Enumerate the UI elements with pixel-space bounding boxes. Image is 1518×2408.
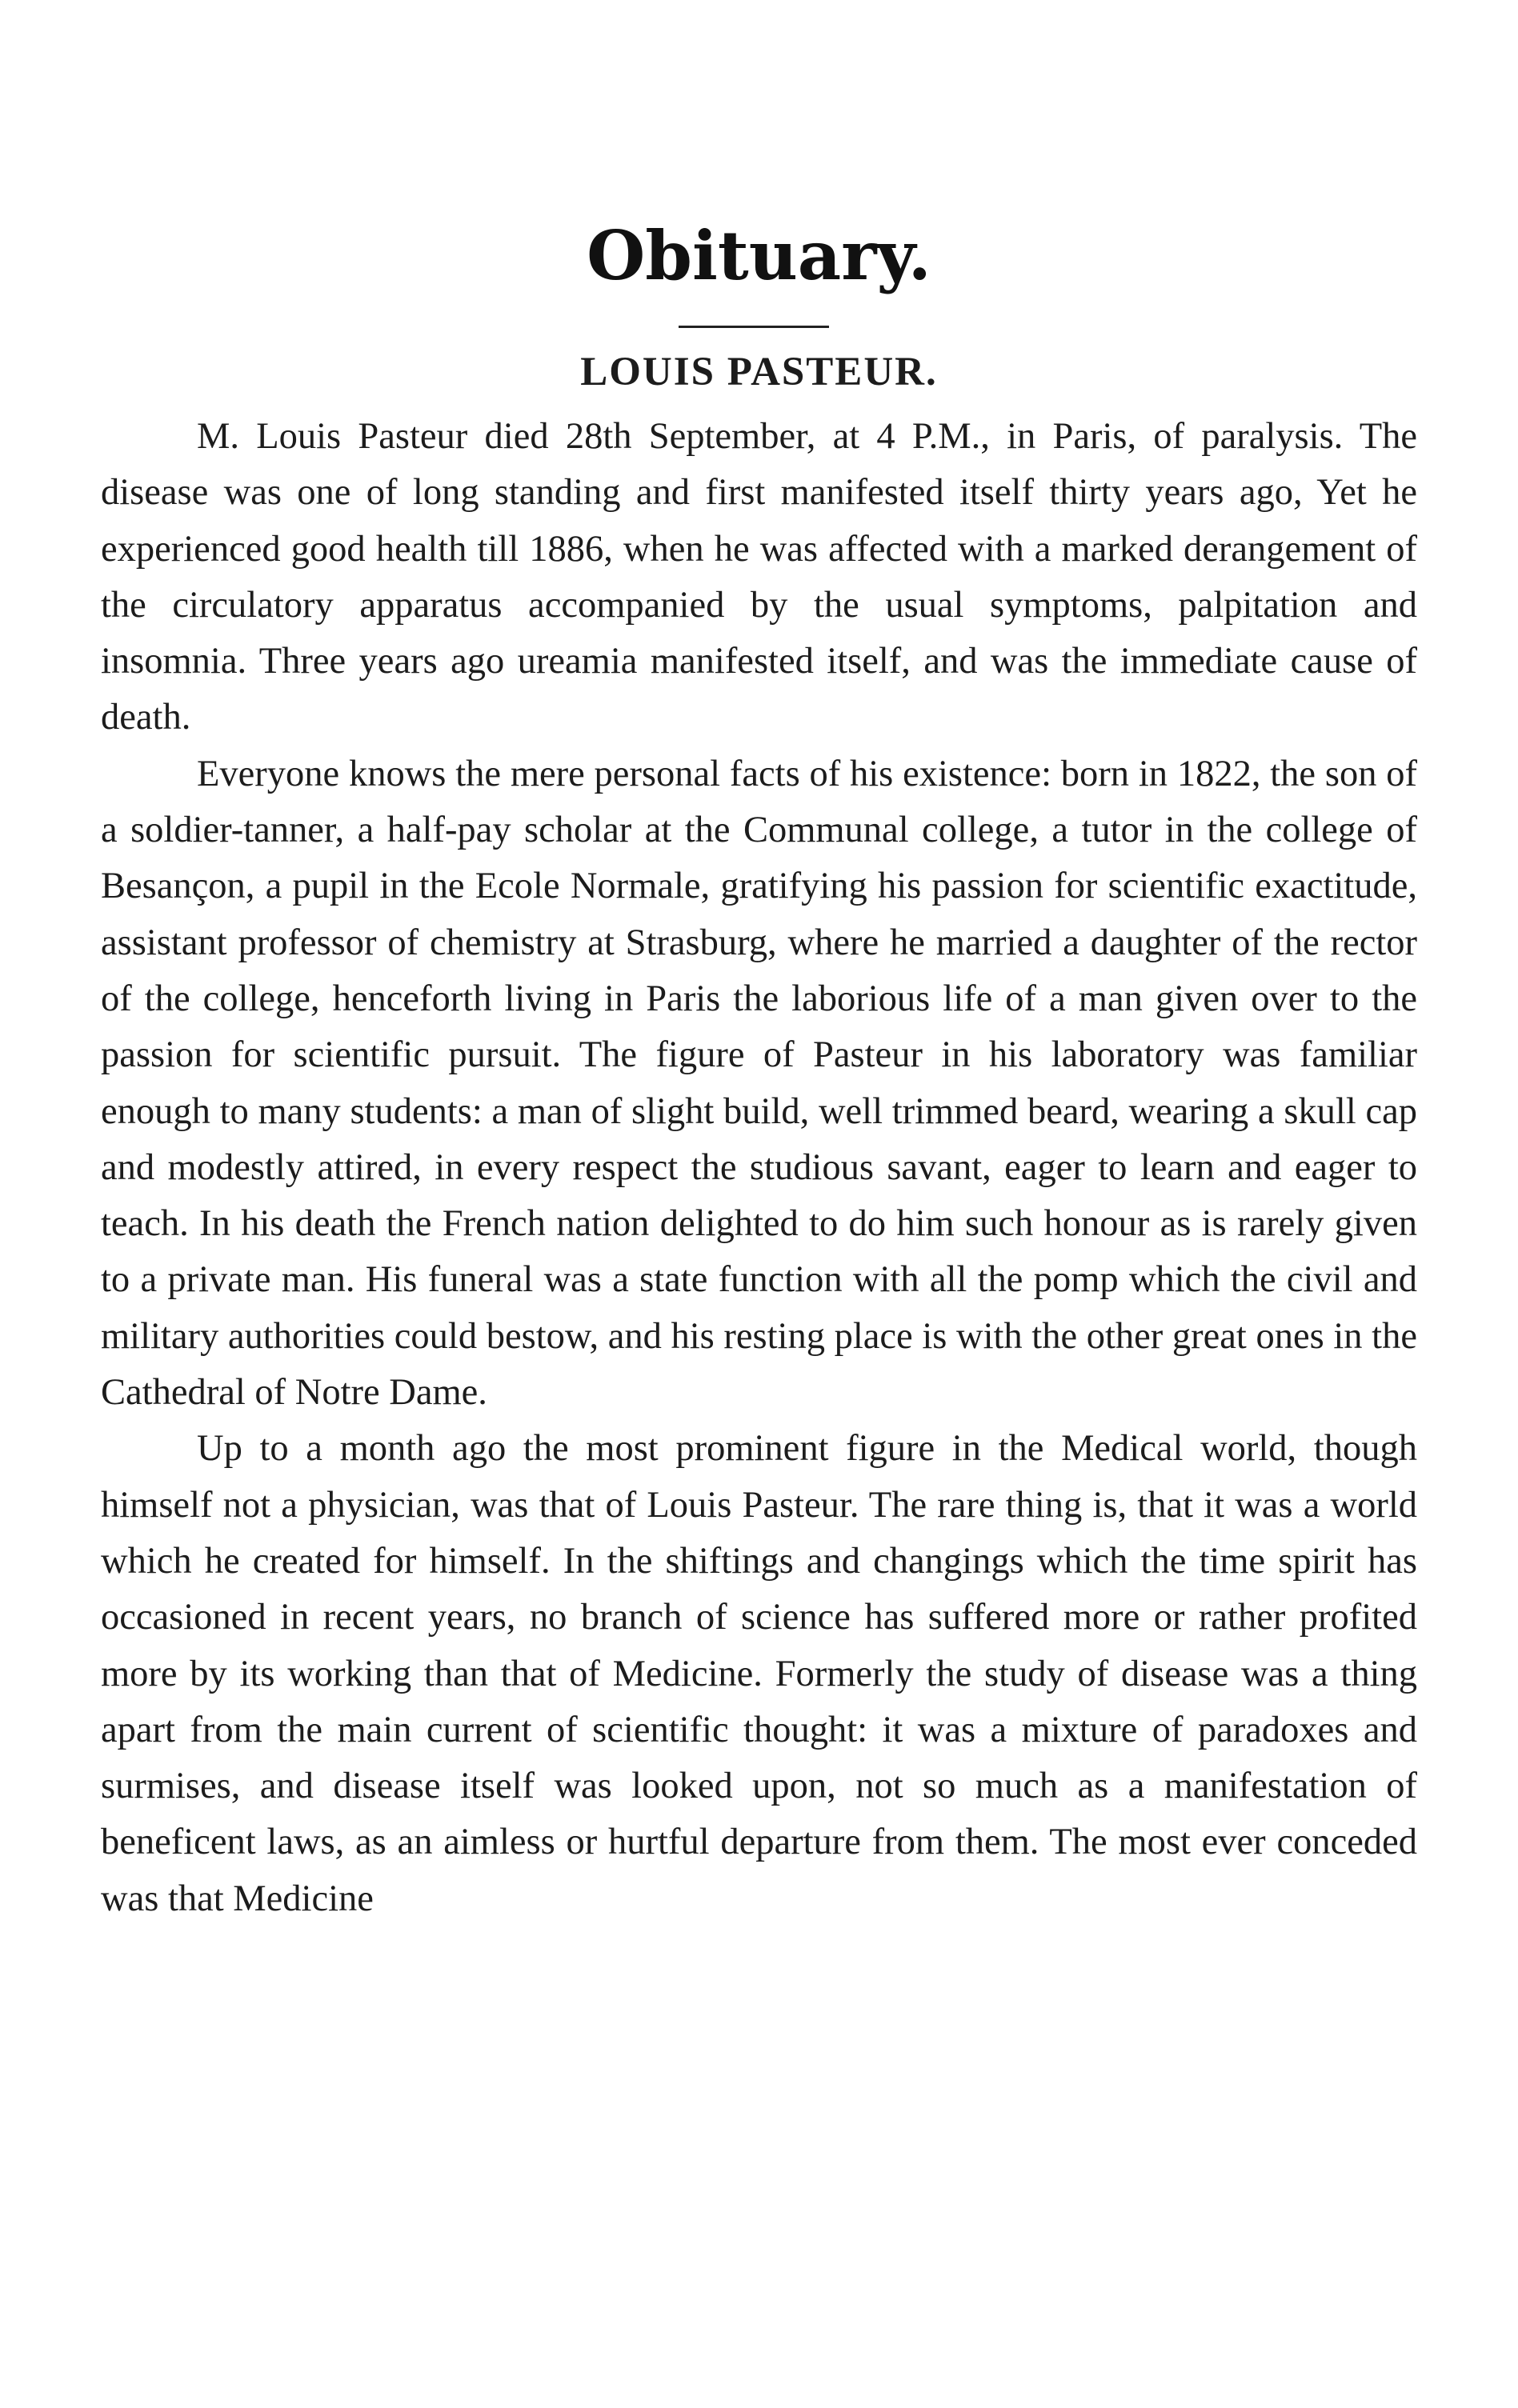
title-divider (679, 326, 829, 328)
paragraph-3: Up to a month ago the most prominent figure in the Medical world, though himself not a physician, was that of Louis Pasteur. The rare thing is, that it was a world which he created for himself. In the shiftings and changings which the time spirit has occasioned in recent years, no branch of science has suffered more or rather profited more by its working than that of Medicine. Formerly the study of disease was a thing apart from the main current of scientific thought: it was a mixture of paradoxes and surmises, and disease itself was looked upon, not so much as a manifestation of beneficent laws, as an aimless or hurtful departure from them. The most ever conceded was that Medicine (101, 1428, 1417, 1919)
page-title: Obituary. (587, 216, 931, 295)
paragraph-1: M. Louis Pasteur died 28th September, at 4 P.M., in Paris, of paralysis. The disease was one of long standing and first manifested itself thirty years ago, Yet he experienced good health till 1886, when he was affected with a marked derangement of the circulatory apparatus accompanied by the usual symptoms, palpitation and insomnia. Three years ago ureamia manifested itself, and was the immediate cause of death. (101, 416, 1417, 738)
obituary-subject: LOUIS PASTEUR. (580, 350, 938, 394)
obituary-body (101, 409, 1417, 1927)
paragraph-2: Everyone knows the mere personal facts of his existence: born in 1822, the son of a soldier-tanner, a half-pay scholar at the Communal college, a tutor in the college of Besançon, a pupil in the Ecole Normale, gratifying his passion for scientific exactitude, assistant professor of chemistry at Strasburg, where he married a daughter of the rector of the college, henceforth living in Paris the laborious life of a man given over to the passion for scientific pursuit. The figure of Pasteur in his laboratory was familiar enough to many students: a man of slight build, well trimmed beard, wearing a skull cap and modestly attired, in every respect the studious savant, eager to learn and eager to teach. In his death the French nation delighted to do him such honour as is rarely given to a private man. His funeral was a state function with all the pomp which the civil and military authorities could bestow, and his resting place is with the other great ones in the Cathedral of Notre Dame. (101, 753, 1417, 1414)
